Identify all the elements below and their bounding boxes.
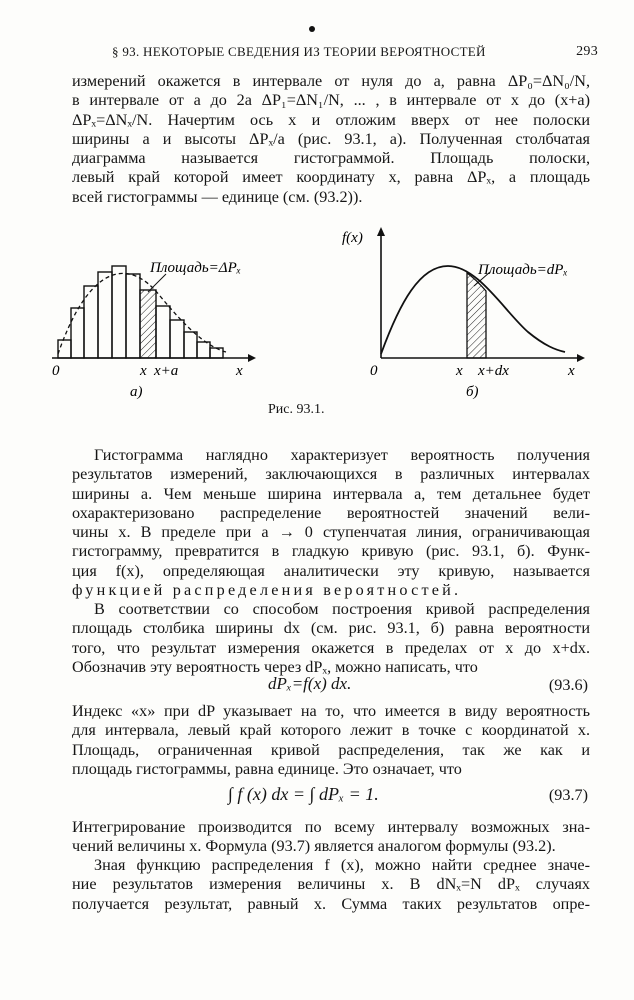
x-tick-label: x xyxy=(456,363,463,379)
histogram-bar xyxy=(210,348,223,358)
page-dot xyxy=(309,26,315,32)
text-line: для интервала, левый край которого лежит в точке с координатой x. xyxy=(72,721,590,740)
text-line: диаграмма называется гистограммой. Площадь полоски, xyxy=(72,149,590,168)
paragraph-3 xyxy=(72,600,590,677)
equation-93-6: dPₓ=f(x) dx. xyxy=(268,674,352,693)
text-line: того, что результат измерения окажется в пределах от x до x+dx. xyxy=(72,638,590,657)
text-line: ширины a. Чем меньше ширина интервала a, тем детальнее будет xyxy=(72,484,590,503)
page-number: 293 xyxy=(576,44,598,59)
text-line: ширины a и высоты ΔPₓ/a (рис. 93.1, а). Полученная столбчатая xyxy=(72,129,590,148)
paragraph-4 xyxy=(72,702,590,779)
histogram-panel xyxy=(52,260,256,400)
text-line: результатов измерений, заключающихся в различных интервалах xyxy=(72,465,590,484)
text-line: чины x. В пределе при a → 0 ступенчатая линия, ограничивающая xyxy=(72,523,590,542)
histogram-bar xyxy=(58,340,71,358)
equation-number-93-6: (93.6) xyxy=(548,676,588,694)
x-axis-label: x xyxy=(568,363,575,379)
distribution-area-label: Площадь=dPₓ xyxy=(478,262,568,278)
histogram-bar xyxy=(112,266,126,358)
text-line: площадь гистограммы, равна единице. Это означает, что xyxy=(72,759,462,778)
x-axis-arrow-icon xyxy=(577,354,585,362)
text-line: всей гистограммы — единице (см. (93.2)). xyxy=(72,187,363,206)
histogram-bar-highlighted xyxy=(140,290,156,358)
text-line: Индекс «x» при dP указывает на то, что имеется в виду вероятность xyxy=(72,702,590,720)
text-line: Гистограмма наглядно характеризует вероятность получения xyxy=(94,446,590,464)
x-axis-arrow-icon xyxy=(248,354,256,362)
text-line: В соответствии со способом построения кривой распределения xyxy=(94,600,590,618)
paragraph-5 xyxy=(72,818,590,857)
paragraph-6 xyxy=(72,856,590,914)
section-title: § 93. НЕКОТОРЫЕ СВЕДЕНИЯ ИЗ ТЕОРИИ ВЕРОЯТНОСТЕЙ xyxy=(112,44,486,59)
text-line: охарактеризовано распределение вероятностей значений вели- xyxy=(72,503,590,522)
figure-93-1 xyxy=(0,222,634,402)
text-line: в интервале от a до 2a ΔP₁=ΔN₁/N, ... , в интервале от x до (x+a) xyxy=(72,91,590,110)
text-line: чений величины x. Формула (93.7) является аналогом формулы (93.2). xyxy=(72,837,556,856)
subfigure-label-a: а) xyxy=(130,384,143,400)
x-tick-label: x xyxy=(140,363,147,379)
text-line: получается результат, равный x. Сумма таких результатов опре- xyxy=(72,894,590,913)
paragraph-1 xyxy=(72,72,590,207)
histogram-bar xyxy=(126,274,140,358)
figure-caption: Рис. 93.1. xyxy=(268,402,325,417)
histogram-bar xyxy=(71,308,84,358)
xa-tick-label: x+a xyxy=(154,363,179,379)
histogram-bar xyxy=(98,272,112,358)
distribution-panel xyxy=(342,227,585,400)
text-line: Площадь, ограниченная кривой распределения, так же как и xyxy=(72,740,590,759)
histogram-bar xyxy=(170,320,184,358)
origin-label: 0 xyxy=(370,363,378,379)
equation-number-93-7: (93.7) xyxy=(548,786,588,804)
subfigure-label-b: б) xyxy=(466,384,479,400)
text-line: функцией распределения вероятностей. xyxy=(72,581,462,600)
text-line: ние результатов измерения величины x. В dNₓ=N dPₓ случаях xyxy=(72,875,590,894)
x-axis-label: x xyxy=(236,363,243,379)
equation-93-7: ∫ f (x) dx = ∫ dPₓ = 1. xyxy=(228,784,379,804)
text-line: Интегрирование производится по всему интервалу возможных зна- xyxy=(72,818,590,836)
text-line: ция f(x), определяющая аналитически эту кривую, называется xyxy=(72,561,590,580)
y-axis-arrow-icon xyxy=(377,227,385,236)
histogram-bar xyxy=(184,332,197,358)
origin-label: 0 xyxy=(52,363,60,379)
paragraph-2 xyxy=(72,446,590,600)
text-line: ΔPₓ=ΔNₓ/N. Начертим ось x и отложим вверх от нее полоски xyxy=(72,110,590,129)
label-leader-line xyxy=(148,274,166,292)
text-line: Обозначив эту вероятность через dPₓ, можно написать, что xyxy=(72,657,478,676)
running-header xyxy=(112,44,598,60)
highlighted-strip xyxy=(467,273,486,358)
y-axis-label: f(x) xyxy=(342,230,363,246)
text-line: Зная функцию распределения f (x), можно найти среднее значе- xyxy=(94,856,590,874)
text-line: измерений окажется в интервале от нуля до a, равна ΔP₀=ΔN₀/N, xyxy=(72,72,590,90)
text-line: площадь столбика ширины dx (см. рис. 93.1, б) равна вероятности xyxy=(72,619,590,638)
histogram-area-label: Площадь=ΔPₓ xyxy=(150,260,242,276)
histogram-bar xyxy=(197,342,210,358)
xdx-tick-label: x+dx xyxy=(478,363,509,379)
text-line: гистограмму, превратится в гладкую кривую (рис. 93.1, б). Функ- xyxy=(72,542,590,561)
text-line: левый край которой имеет координату x, равна ΔPₓ, а площадь xyxy=(72,168,590,187)
histogram-bar xyxy=(156,306,170,358)
